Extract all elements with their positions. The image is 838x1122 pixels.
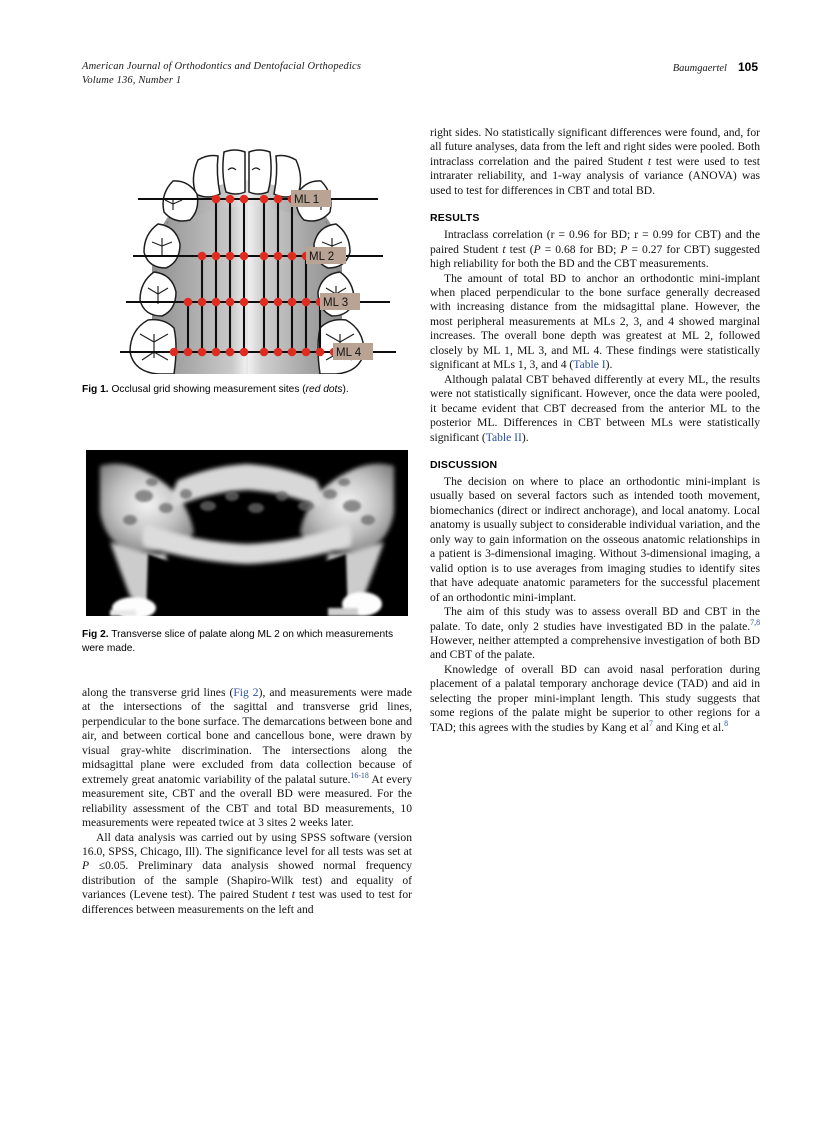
- left-paragraph-2: All data analysis was carried out by using SPSS software (version 16.0, SPSS, Chicago, Ill). The significance level for all tests was set at P ≤0.05. Preliminary data analysis showed normal frequency distribution of the sample (Shapiro-Wilk test) and equality of variances (Levene test). The paired Student t test was used to test for differences between measurements on the left and: [82, 830, 412, 916]
- discussion-p2-body: The aim of this study was to assess overall BD and CBT in the palate. To date, only 2 studies have investigated BD in the palate.: [430, 605, 760, 633]
- results-paragraph-3: [430, 373, 760, 445]
- results-p2-tail: ).: [605, 358, 613, 372]
- figure-2-link[interactable]: Fig 2: [233, 686, 259, 699]
- results-p3-body: Although palatal CBT behaved differently at every ML, the results were not statistically significant. However, once the data were pooled, it became evident that CBT decreased from the anterior ML to the posterior ML. Differences in CBT between MLs were statistically significant (: [430, 372, 760, 444]
- right-column-text: [430, 126, 760, 735]
- svg-text:ML 2: ML 2: [309, 251, 335, 263]
- section-heading-discussion: DISCUSSION: [430, 458, 498, 471]
- figure-2-label: Fig 2.: [82, 629, 109, 640]
- svg-text:ML 1: ML 1: [294, 194, 320, 206]
- discussion-p3-mid: and King et al.: [652, 720, 725, 734]
- journal-title-line1: American Journal of Orthodontics and Dentofacial Orthopedics: [82, 61, 362, 72]
- page-number: 105: [737, 60, 758, 74]
- left-p1-tail: At every measurement site, CBT and the overall BD were measured. For the reliability assessment of the CBT and total BD measurements, 10 measurements were repeated twice at 3 sites 2 weeks later.: [82, 772, 413, 830]
- section-heading-results: RESULTS: [430, 211, 480, 224]
- results-p2-body: The amount of total BD to anchor an orthodontic mini-implant when placed perpendicular to the bone surface generally decreased with increasing distance from the midsagittal plane. However, the most peripheral measurements at MLs 2, 3, and 4 showed marginal increases. The overall bone depth was greatest at ML 2, followed closely by ML 1, ML 3, and ML 4. These findings were statistically significant at MLs 1, 3, and 4 (: [430, 271, 760, 372]
- table-2-link[interactable]: Table II: [485, 430, 522, 444]
- reference-link-7-8[interactable]: 7,8: [750, 617, 760, 627]
- discussion-paragraph-3: [430, 663, 760, 735]
- discussion-paragraph-2: [430, 605, 760, 663]
- left-column-text: [82, 686, 412, 917]
- svg-text:ML 3: ML 3: [323, 297, 349, 309]
- figure-1-occlusal-grid: [78, 132, 416, 374]
- running-head: [82, 60, 758, 88]
- reference-link-7[interactable]: 7: [648, 718, 653, 728]
- figure-1-caption: [82, 383, 412, 397]
- author-name: Baumgaertel: [672, 63, 727, 74]
- discussion-p2-tail: However, neither attempted a comprehensive investigation of both BD and CBT of the palate.: [430, 633, 760, 662]
- figure-1-caption-text-b: ).: [342, 384, 349, 395]
- reference-link-16-18[interactable]: 16-18: [350, 770, 369, 780]
- journal-volume-line: Volume 136, Number 1: [82, 75, 182, 86]
- figure-2-cbct-slice: [86, 450, 408, 616]
- figure-1-label: Fig 1.: [82, 384, 109, 395]
- ml-label-2: [306, 247, 346, 264]
- discussion-p3-body: Knowledge of overall BD can avoid nasal perforation during placement of a palatal temporary anchorage device (TAD) and aid in selecting the proper mini-implant length. This study suggests that some regions of the palate might be superior to other regions for a TAD; this agrees with the studies by Kang et al: [430, 662, 760, 734]
- figure-2-caption-text: Transverse slice of palate along ML 2 on which measurements were made.: [82, 629, 394, 654]
- svg-text:ML 4: ML 4: [336, 347, 362, 359]
- figure-1-caption-italic: red dots: [305, 384, 343, 395]
- ml-label-3: [320, 293, 360, 310]
- table-1-link[interactable]: Table I: [573, 358, 606, 372]
- running-head-right: [673, 60, 758, 74]
- left-paragraph-1: [82, 686, 412, 831]
- discussion-paragraph-1: The decision on where to place an orthodontic mini-implant is usually based on several factors such as intended tooth movement, biomechanics (direct or indirect anchorage), and local anatomy. Local anatomy is usually subject to considerable individual variation, and the only way to gain information on the osseous anatomic relationships in a patient is 3-dimensional imaging. Without 3-dimensional imaging, a valid option is to use averages from imaging studies to identify sites that have adequate anatomic parameters for the successful placement of an orthodontic mini-implant.: [430, 474, 760, 604]
- figure-2-caption: [82, 628, 412, 655]
- ml-label-4: [333, 343, 373, 360]
- left-p1-body: along the transverse grid lines (Fig 2), and measurements were made at the intersections of the sagittal and transverse grid lines, perpendicular to the bone surface. The demarcations between bone and air, and between cortical bone and cancellous bone, were drawn by visual gray-white discrimination. The intersections along the midsagittal plane were excluded from data collection because of extremely great anatomic variability of the palatal suture.: [82, 686, 412, 786]
- results-paragraph-1: Intraclass correlation (r = 0.96 for BD; r = 0.99 for CBT) and the paired Student t test (P = 0.68 for BD; P = 0.27 for CBT) suggested high reliability for both the BD and the CBT measurements.: [430, 228, 760, 271]
- figure-1-caption-text-a: Occlusal grid showing measurement sites (: [108, 384, 306, 395]
- journal-title: [82, 60, 361, 88]
- results-p3-tail: ).: [521, 430, 529, 444]
- ml-label-1: [291, 190, 331, 207]
- right-intro-paragraph: right sides. No statistically significant differences were found, and, for all future analyses, data from the left and right sides were pooled. Both intraclass correlation and the paired Student t test were used to test intrarater reliability, and 1-way analysis of variance (ANOVA) was used to test for differences in CBT and total BD.: [430, 126, 760, 197]
- reference-link-8[interactable]: 8: [724, 718, 729, 728]
- results-paragraph-2: [430, 272, 760, 373]
